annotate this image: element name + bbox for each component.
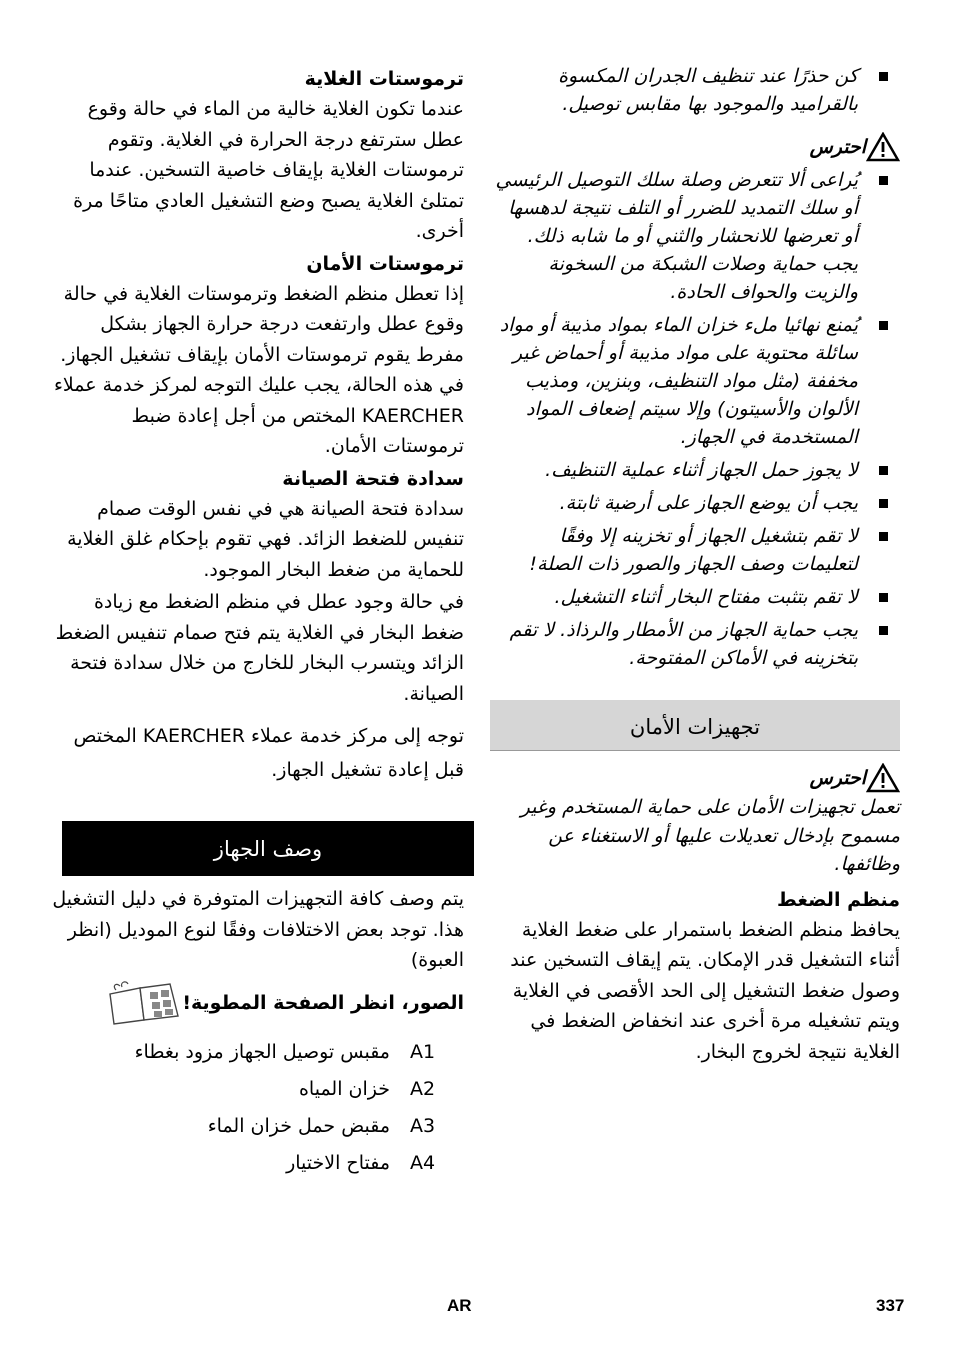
pressure-regulator-text: يحافظ منظم الضغط باستمرار على ضغط الغلاية أثناء التشغيل قدر الإمكان. يتم إيقاف التسخين عند وصول ضغط التشغيل إلى الحد الأقصى في الغلاية ويتم تشغيله مرة أخرى عند انخفاض الضغط في الغلاية نتيجة لخروج البخار.	[510, 918, 900, 1063]
bullet-item: لا تقم بتشغيل الجهاز أو تخزينه إلا وفقًا لتعليمات وصف الجهاز والصور ذات الصلة!	[490, 522, 900, 578]
safety-section-header: تجهيزات الأمان	[490, 700, 900, 751]
warning-label: احترس	[809, 767, 866, 789]
part-label: مقبض حمل خزان الماء	[207, 1114, 390, 1137]
bullet-item: يجب حماية الجهاز من الأمطار والرذاذ. لا تقم بتخزينه في الأماكن المفتوحة.	[490, 616, 900, 672]
pressure-regulator-heading: منظم الضغط	[777, 888, 900, 911]
right-column	[490, 62, 900, 1067]
bullet-item: لا تقم بتثبت مفتاح البخار أثناء التشغيل.	[490, 583, 900, 611]
part-code: A4	[410, 1151, 436, 1174]
maintenance-cap-heading: سدادة فتحة الصيانة	[282, 467, 464, 490]
left-column	[52, 62, 464, 1182]
warning-notice	[490, 132, 900, 162]
device-intro-text: يتم وصف كافة التجهيزات المتوفرة في دليل التشغيل هذا. توجد بعض الاختلافات وفقًا لنوع الموديل (انظر العبوة)	[52, 888, 464, 971]
device-description-header: وصف الجهاز	[62, 821, 474, 875]
bullet-item: يُمنع نهائيا ملء خزان الماء بمواد مذيبة أو مواد سائلة محتوية على مواد مذيبة أو أحماض غير مخففة (مثل مواد التنظيف، وبنزين، ومذيب الألوان والأسيتون) وإلا سيتم إضعاف المواد المستخدمة في الجهاز.	[490, 311, 900, 451]
safety-warning-text: تعمل تجهيزات الأمان على حماية المستخدم وغير مسموح بإدخال تعديلات عليها أو الاستغناء عن وظائفها.	[520, 796, 900, 875]
maintenance-cap-text: في حالة وجود عطل في منظم الضغط مع زيادة ضغط البخار في الغلاية يتم فتح صمام تنفيس الضغط الزائد ويتسرب البخار للخارج من خلال سدادة فتحة الصيانة.	[55, 591, 464, 705]
warning-triangle-icon	[866, 763, 900, 793]
safety-thermostat-heading: ترموستات الأمان	[306, 252, 464, 275]
divider	[62, 875, 474, 876]
figure-reference	[52, 980, 464, 1026]
bullet-item: يجب أن يوضع الجهاز على أرضية ثابتة.	[490, 489, 900, 517]
bullet-item: يُراعى ألا تتعرض وصلة سلك التوصيل الرئيسي أو سلك التمديد للضرر أو التلف نتيجة لدهسها أو تعرضها للانحشار والثني أو ما شابه ذلك. يجب حماية وصلات الشبكة من السخونة والزيت والحواف الحادة.	[490, 166, 900, 306]
list-item	[52, 1108, 464, 1145]
list-item	[52, 1034, 464, 1071]
maintenance-cap-text: سدادة فتحة الصيانة هي في نفس الوقت صمام تنفيس للضغط الزائد. فهي تقوم بإحكام غلق الغلاية للحماية من ضغط البخار الموجود.	[67, 497, 464, 581]
caution-bullet-list	[490, 166, 900, 672]
bullet-item: كن حذرًا عند تنظيف الجدران المكسوة بالقراميد والموجود بها مقابس توصيل.	[490, 62, 900, 118]
figure-note: الصور، انظر الصفحة المطوية!	[182, 991, 464, 1014]
part-label: خزان المياه	[298, 1077, 390, 1100]
open-book-icon	[106, 980, 182, 1026]
list-item	[52, 1071, 464, 1108]
part-label: مفتاح الاختيار	[286, 1151, 390, 1174]
warning-triangle-icon	[866, 132, 900, 162]
maintenance-cap-text: توجه إلى مركز خدمة عملاء KAERCHER المختص قبل إعادة تشغيل الجهاز.	[73, 725, 464, 781]
intro-bullet-list	[490, 62, 900, 118]
boiler-thermostat-text: عندما تكون الغلاية خالية من الماء في حالة وقوع عطل سترتفع درجة الحرارة في الغلاية. وتقوم ترموستات الغلاية بإيقاف خاصية التسخين. عندما تمتلئ الغلاية يصبح وضع التشغيل العادي متاحًا مرة أخرى.	[73, 98, 464, 242]
warning-label: احترس	[809, 136, 866, 158]
page-number: 337	[876, 1296, 905, 1315]
part-label: مقبس توصيل الجهاز مزود بغطاء	[134, 1040, 390, 1063]
part-code: A1	[410, 1040, 436, 1063]
part-code: A2	[410, 1077, 436, 1100]
footer-language: AR	[447, 1296, 472, 1315]
bullet-item: لا يجوز حمل الجهاز أثناء عملية التنظيف.	[490, 456, 900, 484]
safety-thermostat-text: إذا تعطل منظم الضغط وترموستات الغلاية في حالة وقوع عطل وارتفعت درجة حرارة الجهاز بشكل مفرط يقوم ترموستات الأمان بإيقاف تشغيل الجهاز. في هذه الحالة، يجب عليك التوجه لمركز خدمة عملاء KAERCHER المختص من أجل إعادة ضبط ترموستات الأمان.	[53, 282, 464, 457]
part-code: A3	[410, 1114, 436, 1137]
warning-notice	[490, 763, 900, 793]
boiler-thermostat-heading: ترموستات الغلاية	[304, 68, 464, 90]
parts-list	[52, 1034, 464, 1182]
list-item	[52, 1145, 464, 1182]
